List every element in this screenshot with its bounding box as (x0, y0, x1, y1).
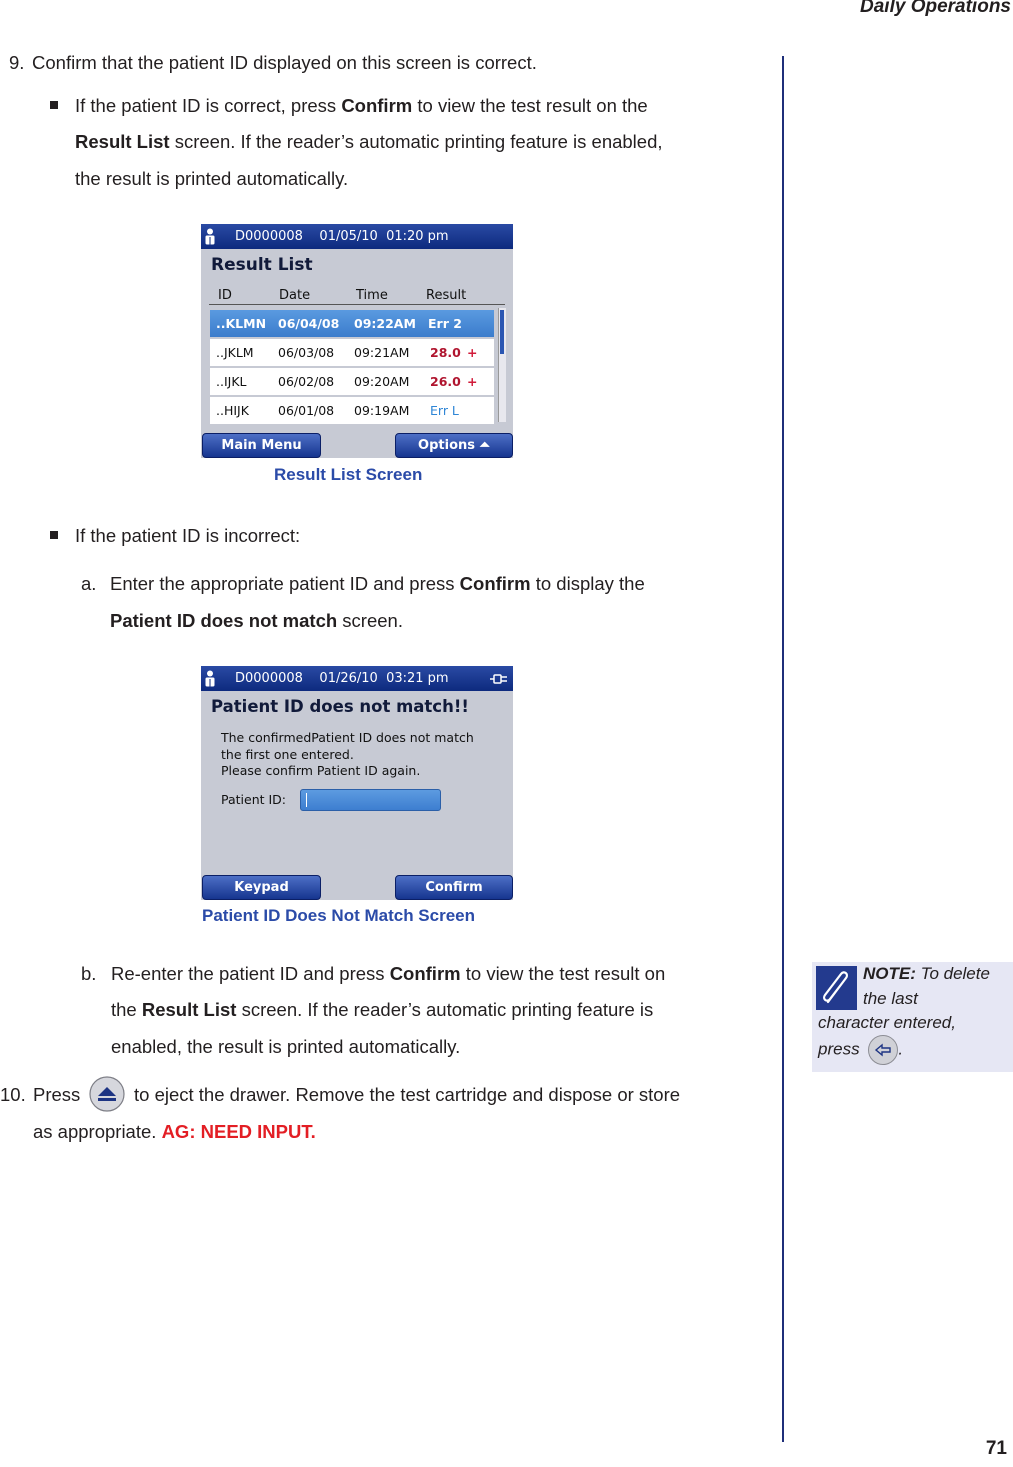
backspace-arrow-icon (869, 1036, 897, 1064)
column-header-time: Time (356, 288, 388, 303)
sub-step-a-label: a. (81, 573, 97, 594)
message-line: The confirmedPatient ID does not match (221, 730, 474, 745)
row-id: ..KLMN (216, 316, 267, 331)
status-bar (201, 224, 513, 249)
screen-title: Result List (211, 255, 313, 275)
eject-button (89, 1076, 125, 1112)
step-9-text: Confirm that the patient ID displayed on this screen is correct. (32, 52, 537, 73)
paperclip-icon (816, 966, 857, 1010)
header-divider (209, 304, 505, 305)
note-box (812, 962, 1013, 1072)
back-delete-button (868, 1035, 898, 1065)
message-line: the first one entered. (221, 746, 354, 762)
column-header-id: ID (218, 288, 232, 303)
row-result-flag: + (467, 374, 478, 389)
row-result: Err 2 (428, 316, 462, 331)
bullet-incorrect: If the patient ID is incorrect: (75, 525, 301, 546)
row-result-flag: + (467, 345, 478, 360)
sub-step-a-line2: Patient ID does not match screen. (110, 610, 403, 631)
step-10-line1: to eject the drawer. Remove the test cartridge and dispose or store (134, 1084, 681, 1105)
sub-step-b-line2: the Result List screen. If the reader’s automatic printing feature is (111, 999, 654, 1020)
step-10-press: Press (33, 1084, 81, 1105)
user-icon (204, 228, 216, 245)
message-line: Please confirm Patient ID again. (221, 763, 421, 778)
sub-step-b-line1: Re-enter the patient ID and press Confirm to view the test result on (111, 963, 666, 984)
result-row[interactable] (210, 339, 494, 366)
row-result: Err L (430, 403, 459, 418)
result-row[interactable] (210, 368, 494, 395)
text-cursor (306, 793, 307, 807)
status-bar (201, 666, 513, 691)
eject-icon (89, 1076, 125, 1112)
options-button[interactable]: Options ⏶ (395, 433, 513, 458)
row-id: ..JKLM (216, 345, 254, 360)
row-time: 09:19AM (354, 403, 410, 418)
row-id: ..HIJK (216, 403, 249, 418)
row-date: 06/02/08 (278, 374, 335, 389)
row-time: 09:22AM (354, 316, 416, 331)
row-result: 26.0 (430, 374, 461, 389)
user-icon (204, 670, 216, 687)
row-time: 09:20AM (354, 374, 410, 389)
mismatch-caption: Patient ID Does Not Match Screen (202, 906, 476, 925)
confirm-button[interactable]: Confirm (395, 875, 513, 900)
power-plug-icon (490, 673, 508, 685)
step-10-line2: as appropriate. AG: NEED INPUT. (33, 1121, 316, 1142)
sub-step-a-line1: Enter the appropriate patient ID and press Confirm to display the (110, 573, 645, 594)
mismatch-message (221, 730, 474, 780)
note-line1: NOTE: To delete (863, 964, 990, 983)
row-date: 06/01/08 (278, 403, 335, 418)
running-header: Daily Operations (860, 0, 1011, 17)
result-list-screen (201, 224, 513, 458)
bullet-correct-line2: Result List screen. If the reader’s automatic printing feature is enabled, (75, 131, 663, 152)
row-date: 06/04/08 (278, 316, 340, 331)
scrollbar-thumb[interactable] (500, 310, 504, 354)
note-line4: press . (818, 1035, 903, 1065)
row-time: 09:21AM (354, 345, 410, 360)
row-date: 06/03/08 (278, 345, 335, 360)
result-row-selected[interactable] (210, 310, 494, 337)
result-list-caption: Result List Screen (274, 465, 423, 484)
device-id-datetime: D0000008 01/26/10 03:21 pm (235, 671, 449, 686)
note-line2: the last (863, 989, 918, 1008)
keypad-button[interactable]: Keypad (202, 875, 321, 900)
screen-title: Patient ID does not match!! (211, 697, 469, 716)
result-row[interactable] (210, 397, 494, 424)
note-line3: character entered, (818, 1013, 956, 1032)
margin-rule (782, 56, 784, 1442)
step-10-number: 10. (0, 1084, 26, 1105)
patient-id-label: Patient ID: (221, 792, 287, 807)
sub-step-b-line3: enabled, the result is printed automatically. (111, 1036, 461, 1057)
page-number: 71 (985, 1438, 1007, 1459)
main-menu-button[interactable]: Main Menu (202, 433, 321, 458)
bullet-marker (50, 531, 58, 539)
device-id-datetime: D0000008 01/05/10 01:20 pm (235, 229, 449, 244)
editor-flag: AG: NEED INPUT. (161, 1121, 316, 1142)
patient-id-mismatch-screen (201, 666, 513, 900)
sub-step-b-label: b. (81, 963, 97, 984)
column-header-result: Result (426, 288, 467, 303)
row-id: ..IJKL (216, 374, 247, 389)
row-result: 28.0 (430, 345, 461, 360)
bullet-marker (50, 101, 58, 109)
patient-id-input[interactable] (300, 789, 441, 811)
step-9-number: 9. (9, 52, 25, 73)
column-header-date: Date (279, 288, 311, 303)
bullet-correct-line1: If the patient ID is correct, press Confirm to view the test result on the (75, 95, 648, 116)
bullet-correct-line3: the result is printed automatically. (75, 168, 349, 189)
